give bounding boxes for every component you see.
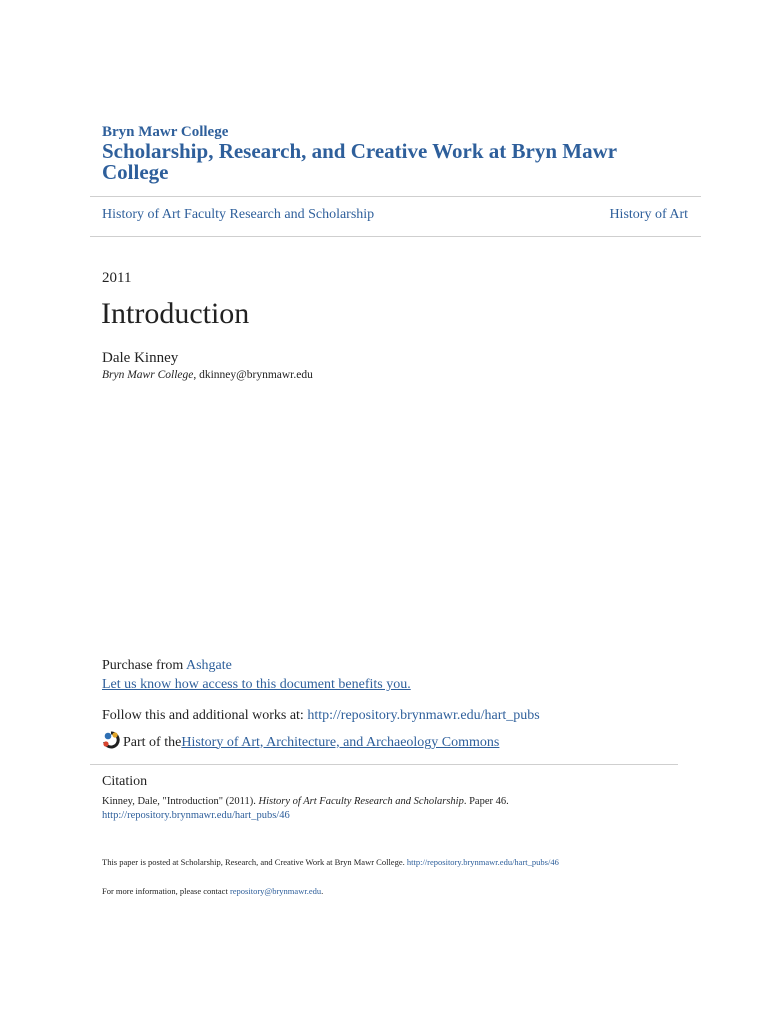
publication-year: 2011 bbox=[102, 270, 132, 286]
affiliation-separator: , bbox=[193, 369, 200, 381]
institution-name[interactable]: Bryn Mawr College bbox=[102, 124, 229, 140]
paper-title: Introduction bbox=[101, 297, 250, 330]
citation-text-before: Kinney, Dale, "Introduction" (2011). bbox=[102, 796, 259, 807]
repository-title[interactable]: Scholarship, Research, and Creative Work at Bryn Mawr College bbox=[102, 139, 617, 184]
department-link[interactable]: History of Art bbox=[609, 207, 688, 222]
posted-url-link[interactable]: http://repository.brynmawr.edu/hart_pubs/46 bbox=[406, 857, 559, 867]
follow-line bbox=[102, 708, 540, 724]
follow-prefix: Follow this and additional works at: bbox=[102, 708, 308, 723]
author-affiliation bbox=[102, 369, 313, 381]
citation-text-after: . Paper 46. bbox=[463, 796, 509, 807]
posted-notice bbox=[102, 857, 559, 867]
contact-end: . bbox=[321, 886, 324, 896]
posted-text: This paper is posted at Scholarship, Research, and Creative Work at Bryn Mawr College. bbox=[102, 857, 407, 867]
purchase-line bbox=[102, 658, 232, 674]
citation-series: History of Art Faculty Research and Scholarship bbox=[258, 796, 464, 807]
benefit-feedback-link[interactable]: Let us know how access to this document benefits you. bbox=[102, 677, 411, 692]
author-email: dkinney@brynmawr.edu bbox=[199, 369, 313, 381]
citation-divider bbox=[90, 764, 678, 765]
header-divider-bottom bbox=[90, 236, 701, 237]
series-link[interactable]: History of Art Faculty Research and Scholarship bbox=[102, 207, 375, 222]
follow-url-link[interactable]: http://repository.brynmawr.edu/hart_pubs bbox=[307, 708, 540, 723]
part-of-prefix: Part of the bbox=[123, 734, 182, 750]
affiliation-name: Bryn Mawr College bbox=[102, 369, 194, 381]
contact-notice bbox=[102, 886, 323, 896]
header-divider-top bbox=[90, 196, 701, 197]
part-of-line bbox=[102, 731, 499, 754]
citation-heading: Citation bbox=[102, 774, 148, 789]
purchase-vendor-link[interactable]: Ashgate bbox=[185, 658, 232, 673]
contact-email-link[interactable]: repository@brynmawr.edu bbox=[229, 886, 322, 896]
commons-network-icon bbox=[102, 731, 123, 754]
commons-discipline-link[interactable]: History of Art, Architecture, and Archaeology Commons bbox=[181, 734, 500, 750]
citation-text bbox=[102, 796, 509, 807]
author-name: Dale Kinney bbox=[102, 350, 179, 366]
purchase-prefix: Purchase from bbox=[102, 658, 186, 673]
contact-text: For more information, please contact bbox=[102, 886, 230, 896]
citation-url-link[interactable]: http://repository.brynmawr.edu/hart_pubs/46 bbox=[102, 810, 290, 821]
